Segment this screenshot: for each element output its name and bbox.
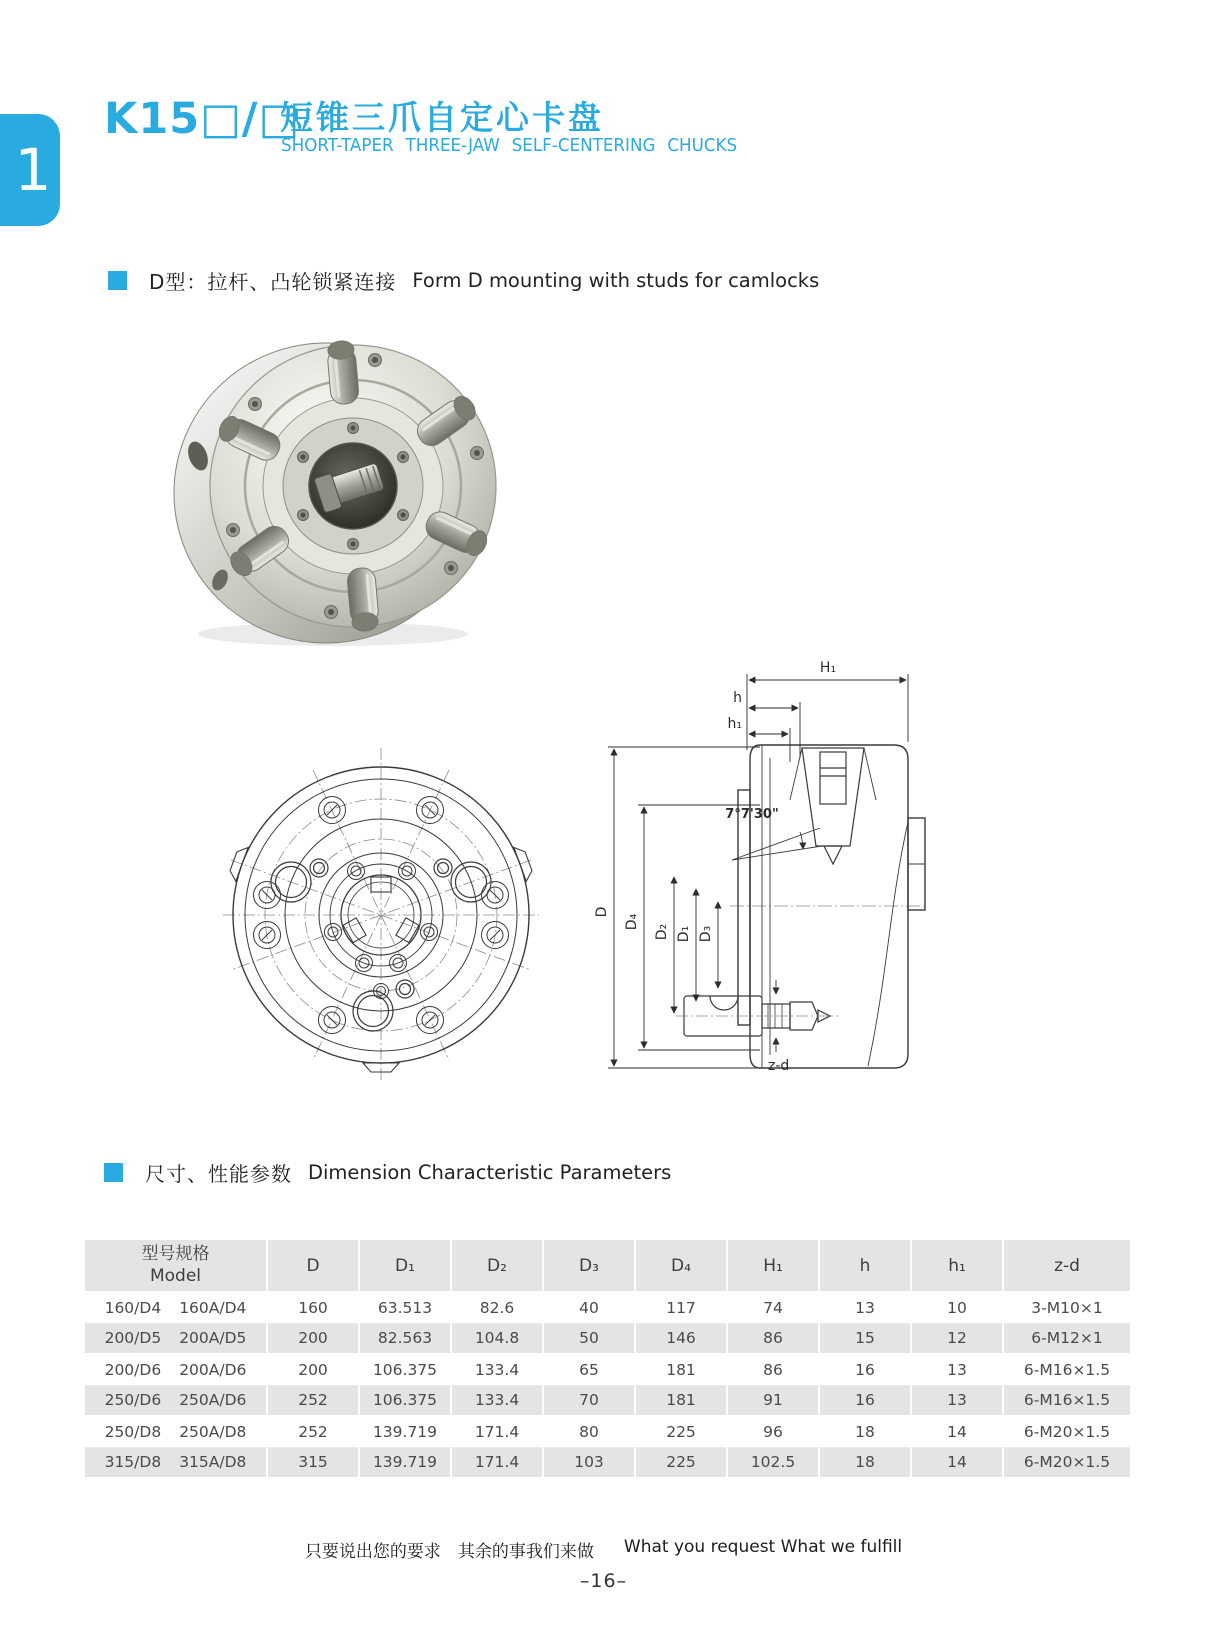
- value-cell: 139.719: [359, 1447, 451, 1478]
- value-cell: 16: [819, 1354, 911, 1385]
- table-body: [85, 1292, 1131, 1478]
- model-name: 250/D6: [104, 1391, 162, 1410]
- column-header: h: [819, 1240, 911, 1292]
- dimension-table: [85, 1240, 1132, 1479]
- chuck-body-section: [738, 745, 925, 1068]
- value-cell: 70: [543, 1385, 635, 1416]
- section-bullet-icon: [104, 1163, 123, 1182]
- value-cell: 6-M20×1.5: [1003, 1447, 1131, 1478]
- value-cell: 252: [267, 1416, 359, 1447]
- footer-slogan-en: What you request What we fulfill: [623, 1537, 903, 1557]
- model-name: 200/D5: [104, 1329, 162, 1348]
- model-cell: [85, 1416, 267, 1447]
- dim-label-D: D: [594, 906, 610, 918]
- value-cell: 103: [543, 1447, 635, 1478]
- model-column-header: [85, 1240, 267, 1292]
- model-name: 250/D8: [104, 1422, 162, 1441]
- table-row: [85, 1323, 1131, 1354]
- value-cell: 106.375: [359, 1385, 451, 1416]
- table-row: [85, 1447, 1131, 1478]
- value-cell: 200: [267, 1354, 359, 1385]
- value-cell: 10: [911, 1292, 1003, 1323]
- column-header: z-d: [1003, 1240, 1131, 1292]
- model-header-zh: 型号规格: [141, 1244, 210, 1265]
- model-cell: [85, 1447, 267, 1478]
- page-title-en: SHORT-TAPER THREE-JAW SELF-CENTERING CHUCKS: [281, 135, 738, 156]
- value-cell: 18: [819, 1447, 911, 1478]
- footer-slogan-zh: 只要说出您的要求 其余的事我们来做: [304, 1542, 594, 1562]
- model-cell: [85, 1292, 267, 1323]
- value-cell: 181: [635, 1354, 727, 1385]
- value-cell: 181: [635, 1385, 727, 1416]
- value-cell: 160: [267, 1292, 359, 1323]
- value-cell: 3-M10×1: [1003, 1292, 1131, 1323]
- value-cell: 13: [911, 1354, 1003, 1385]
- value-cell: 14: [911, 1447, 1003, 1478]
- value-cell: 252: [267, 1385, 359, 1416]
- value-cell: 12: [911, 1323, 1003, 1354]
- dim-label-D1: D₁: [676, 925, 692, 943]
- height-dimensions: [747, 674, 908, 762]
- value-cell: 6-M16×1.5: [1003, 1354, 1131, 1385]
- value-cell: 200: [267, 1323, 359, 1354]
- value-cell: 225: [635, 1447, 727, 1478]
- dim-label-h: h: [733, 690, 742, 706]
- value-cell: 315: [267, 1447, 359, 1478]
- value-cell: 225: [635, 1416, 727, 1447]
- column-header: h₁: [911, 1240, 1003, 1292]
- table-row: [85, 1385, 1131, 1416]
- column-header: D: [267, 1240, 359, 1292]
- value-cell: 102.5: [727, 1447, 819, 1478]
- section-mounting-zh: D型：拉杆、凸轮锁紧连接: [149, 270, 397, 294]
- model-code: K15□/□: [104, 94, 301, 144]
- value-cell: 133.4: [451, 1385, 543, 1416]
- section-parameters-en: Dimension Characteristic Parameters: [308, 1161, 672, 1184]
- section-parameters-zh: 尺寸、性能参数: [145, 1162, 292, 1186]
- page-number: –16–: [579, 1570, 628, 1592]
- product-photo: [168, 328, 513, 648]
- model-name: 200A/D5: [179, 1329, 247, 1348]
- model-name: 160A/D4: [179, 1298, 247, 1317]
- value-cell: 133.4: [451, 1354, 543, 1385]
- dim-label-zd: z-d: [768, 1058, 790, 1074]
- value-cell: 50: [543, 1323, 635, 1354]
- value-cell: 40: [543, 1292, 635, 1323]
- model-cell: [85, 1323, 267, 1354]
- value-cell: 106.375: [359, 1354, 451, 1385]
- column-header: H₁: [727, 1240, 819, 1292]
- value-cell: 171.4: [451, 1447, 543, 1478]
- value-cell: 65: [543, 1354, 635, 1385]
- angle-label: 7°7'30": [725, 807, 779, 822]
- value-cell: 14: [911, 1416, 1003, 1447]
- model-name: 160/D4: [104, 1298, 162, 1317]
- model-name: 315/D8: [104, 1453, 162, 1472]
- value-cell: 6-M16×1.5: [1003, 1385, 1131, 1416]
- chapter-tab: [0, 114, 60, 226]
- section-header-parameters: [104, 1158, 671, 1187]
- value-cell: 117: [635, 1292, 727, 1323]
- value-cell: 82.563: [359, 1323, 451, 1354]
- value-cell: 82.6: [451, 1292, 543, 1323]
- model-cell: [85, 1385, 267, 1416]
- value-cell: 13: [911, 1385, 1003, 1416]
- footer-slogan: [0, 1537, 1207, 1562]
- value-cell: 18: [819, 1416, 911, 1447]
- table-row: [85, 1354, 1131, 1385]
- value-cell: 15: [819, 1323, 911, 1354]
- model-cell: [85, 1354, 267, 1385]
- column-header: D₄: [635, 1240, 727, 1292]
- value-cell: 139.719: [359, 1416, 451, 1447]
- column-header: D₁: [359, 1240, 451, 1292]
- column-header: D₂: [451, 1240, 543, 1292]
- section-header-mounting: [108, 266, 819, 295]
- value-cell: 104.8: [451, 1323, 543, 1354]
- dim-label-h1: h₁: [727, 716, 742, 732]
- model-name: 315A/D8: [179, 1453, 247, 1472]
- chapter-number: 1: [14, 136, 52, 204]
- camlock-stud-section: [676, 996, 838, 1036]
- front-view-drawing: [215, 738, 550, 1083]
- model-header-en: Model: [149, 1265, 202, 1286]
- value-cell: 146: [635, 1323, 727, 1354]
- value-cell: 13: [819, 1292, 911, 1323]
- column-header: D₃: [543, 1240, 635, 1292]
- value-cell: 86: [727, 1323, 819, 1354]
- model-name: 250A/D6: [179, 1391, 247, 1410]
- section-bullet-icon: [108, 271, 127, 290]
- value-cell: 16: [819, 1385, 911, 1416]
- table-header-row: [85, 1240, 1131, 1292]
- model-name: 200A/D6: [179, 1360, 247, 1379]
- value-cell: 74: [727, 1292, 819, 1323]
- model-name: 250A/D8: [179, 1422, 247, 1441]
- side-view-drawing: [592, 650, 927, 1080]
- table-row: [85, 1292, 1131, 1323]
- page-title-zh: 短锥三爪自定心卡盘: [280, 98, 604, 137]
- value-cell: 63.513: [359, 1292, 451, 1323]
- section-mounting-en: Form D mounting with studs for camlocks: [412, 269, 820, 292]
- centerlines: [223, 748, 539, 1080]
- taper-angle: [732, 828, 822, 860]
- value-cell: 6-M12×1: [1003, 1323, 1131, 1354]
- value-cell: 91: [727, 1385, 819, 1416]
- dim-label-D2: D₂: [654, 923, 670, 941]
- dim-label-D4: D₄: [624, 913, 640, 931]
- value-cell: 86: [727, 1354, 819, 1385]
- value-cell: 96: [727, 1416, 819, 1447]
- value-cell: 171.4: [451, 1416, 543, 1447]
- model-name: 200/D6: [104, 1360, 162, 1379]
- dim-label-H1: H₁: [819, 660, 837, 676]
- table-row: [85, 1416, 1131, 1447]
- value-cell: 6-M20×1.5: [1003, 1416, 1131, 1447]
- value-cell: 80: [543, 1416, 635, 1447]
- dim-label-D3: D₃: [698, 925, 714, 943]
